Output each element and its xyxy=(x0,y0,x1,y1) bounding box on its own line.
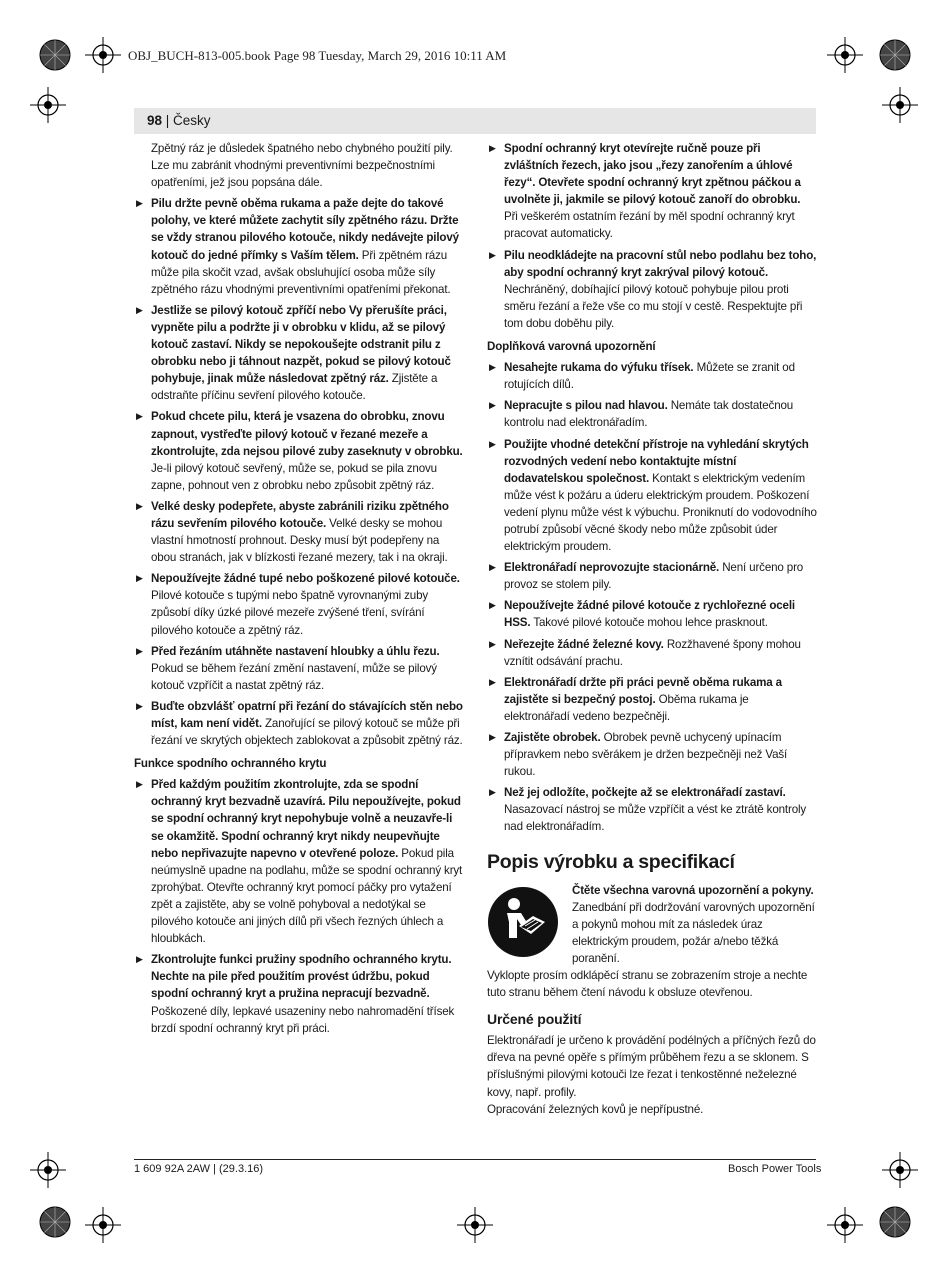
list-item: ▶ Zkontrolujte funkci pružiny spodního ochranného krytu. Nechte na pile před použitím provést údržbu, pokud spodní ochranný kryt a pružina nepracují bezvadně. Poškozené díly, lepkavé usazeniny nebo nahromadění třísek brzdí spodní ochranný kryt při práci. xyxy=(134,951,464,1036)
warning-text: Čtěte všechna varovná upozornění a pokyny. Zanedbání při dodržování varovných upozornění a pokynů mohou mít za následek úraz elektrickým proudem, požár a/nebo těžká poranění. xyxy=(572,883,815,965)
list-item: ▶ Nesahejte rukama do výfuku třísek. Můžete se zranit od rotujících dílů. xyxy=(487,359,817,393)
list-item: ▶ Před řezáním utáhněte nastavení hloubky a úhlu řezu. Pokud se během řezání změní nastavení, může se pilový kotouč vzpříčit a nastat zpětný ráz. xyxy=(134,643,464,694)
list-item: ▶ Neřezejte žádné železné kovy. Rozžhavené špony mohou vznítit odsávání prachu. xyxy=(487,636,817,670)
registration-cross-left-upper xyxy=(30,87,66,123)
registration-cross-top-right xyxy=(827,37,863,73)
section-subheading: Doplňková varovná upozornění xyxy=(487,340,656,354)
registration-star-bottom-left xyxy=(40,1207,70,1237)
list-item: ▶ Jestliže se pilový kotouč zpříčí nebo Vy přerušíte práci, vypněte pilu a podržte ji v obrobku v klidu, až se pilový kotouč zastaví. Nikdy se nepokoušejte odstranit pilu z obrobku nebo ji táhnout nazpět, pokud se pilový kotouč pohybuje, jinak může následovat zpětný ráz. Zjistěte a odstraňte příčinu sevření pilového kotouče. xyxy=(134,302,464,405)
list-item: ▶ Zajistěte obrobek. Obrobek pevně uchycený upínacím přípravkem nebo svěrákem je držen bezpečněji než Vaší rukou. xyxy=(487,729,817,780)
registration-cross-top-left xyxy=(85,37,121,73)
print-slug: OBJ_BUCH-813-005.book Page 98 Tuesday, March 29, 2016 10:11 AM xyxy=(128,48,507,63)
intended-use-text: Elektronářadí je určeno k provádění podélných a příčných řezů do dřeva na pevné opěře s přímým průběhem řezu a se sklonem. S příslušnými pilovými kotouči lze řezat i tenkostěnné neželezné kovy, např. profily. xyxy=(487,1034,816,1099)
registration-star-top-left xyxy=(40,40,70,70)
list-item: ▶ Před každým použitím zkontrolujte, zda se spodní ochranný kryt bezvadně uzavírá. Pilu nepoužívejte, pokud se spodní ochranný kryt nepohybuje volně a neuzavře-li se okamžitě. Spodní ochranný kryt nikdy neupevňujte nebo nepřivazujte napevno v otevřené poloze. Pokud pila neúmyslně upadne na podlahu, může se spodní ochranný kryt zprohýbat. Otevřte ochranný kryt pomocí páčky pro vytažení zpět a zajistěte, aby se volně pohyboval a nedotýkal se pilového kotouče ani jiných dílů při všech řezných úhlech a hloubkách. xyxy=(134,776,464,947)
registration-cross-bottom-center xyxy=(457,1207,493,1243)
list-item: ▶ Spodní ochranný kryt otevírejte ručně pouze při zvláštních řezech, jako jsou „řezy zanořením a úhlové řezy“. Otevřete spodní ochranný kryt zpětnou páčkou a uvolněte ji, jakmile se pilový kotouč zanoří do obrobku. Při veškerém ostatním řezání by měl spodní ochranný kryt pracovat automaticky. xyxy=(487,140,817,243)
read-manual-warning xyxy=(487,882,817,967)
header-language: Česky xyxy=(173,113,211,128)
list-item: ▶ Použijte vhodné detekční přístroje na vyhledání skrytých rozvodných vedení nebo kontaktujte místní dodavatelskou společnost. Kontakt s elektrickým vedením může vést k požáru a úderu elektrickým proudem. Poškození vedení plynu může vést k výbuchu. Proniknutí do vodovodního potrubí způsobí věcné škody nebo může způsobit úder elektrickým proudem. xyxy=(487,436,817,556)
list-item: ▶ Nepoužívejte žádné pilové kotouče z rychlořezné oceli HSS. Takové pilové kotouče mohou lehce prasknout. xyxy=(487,597,817,631)
foldout-note: Vyklopte prosím odklápěcí stranu se zobrazením stroje a nechte tuto stranu během čtení návodu k obsluze otevřenou. xyxy=(487,969,808,1000)
footer-rule xyxy=(134,1159,816,1160)
registration-star-bottom-right xyxy=(880,1207,910,1237)
section-subheading: Funkce spodního ochranného krytu xyxy=(134,757,327,771)
kickback-intro: Zpětný ráz je důsledek špatného nebo chybného použití pily. Lze mu zabránit vhodnými preventivními bezpečnostními opatřeními, jež jsou popsána dále. xyxy=(151,142,453,190)
registration-cross-right-lower xyxy=(882,1152,918,1188)
list-item: ▶ Elektronářadí držte při práci pevně oběma rukama a zajistěte si bezpečný postoj. Oběma rukama je elektronářadí vedeno bezpečněji. xyxy=(487,674,817,725)
product-heading: Popis výrobku a specifikací xyxy=(487,850,735,873)
registration-cross-bottom-right xyxy=(827,1207,863,1243)
list-item: ▶ Pilu neodkládejte na pracovní stůl nebo podlahu bez toho, aby spodní ochranný kryt zakrýval pilový kotouč. Nechráněný, dobíhající pilový kotouč pohybuje pilou proti směru řezání a řeže vše co mu stojí v cestě. Respektujte při tom dobu doběhu pily. xyxy=(487,247,817,332)
list-item: ▶ Elektronářadí neprovozujte stacionárně. Není určeno pro provoz se stolem pily. xyxy=(487,559,817,593)
registration-star-top-right xyxy=(880,40,910,70)
list-item: ▶ Nepoužívejte žádné tupé nebo poškozené pilové kotouče. Pilové kotouče s tupými nebo špatně vyrovnanými zuby způsobí díky úzké pilové mezeře zvýšené tření, svírání pilového kotouče a zpětný ráz. xyxy=(134,570,464,638)
footer-code: 1 609 92A 2AW | (29.3.16) xyxy=(134,1163,264,1175)
registration-cross-left-lower xyxy=(30,1152,66,1188)
registration-cross-bottom-left xyxy=(85,1207,121,1243)
page-number: 98 xyxy=(147,113,163,128)
read-manual-icon xyxy=(487,886,559,958)
right-column xyxy=(487,140,817,1118)
left-column xyxy=(134,140,464,1037)
list-item: ▶ Velké desky podepřete, abyste zabránili riziku zpětného rázu sevřením pilového kotouče. Velké desky se mohou vlastní hmotností prohnout. Desky musí být podepřeny na obou stranách, jak v blízkosti řezané mezery, tak i na okraji. xyxy=(134,498,464,566)
page-header xyxy=(134,108,816,134)
list-item: ▶ Pilu držte pevně oběma rukama a paže dejte do takové polohy, ve které můžete zachytit síly zpětného rázu. Držte se vždy stranou pilového kotouče, nikdy nedávejte pilový kotouč do jedné přímky s Vaším tělem. Při zpětném rázu může pila skočit vzad, avšak obsluhující osoba může síly zpětného rázu vhodnými preventivními opatřeními překonat. xyxy=(134,195,464,298)
footer-brand: Bosch Power Tools xyxy=(728,1163,822,1175)
registration-cross-right-upper xyxy=(882,87,918,123)
list-item: ▶ Než jej odložíte, počkejte až se elektronářadí zastaví. Nasazovací nástroj se může vzpříčit a vést ke ztrátě kontroly nad elektronářadím. xyxy=(487,784,817,835)
header-separator: | xyxy=(162,113,174,128)
list-item: ▶ Nepracujte s pilou nad hlavou. Nemáte tak dostatečnou kontrolu nad elektronářadím. xyxy=(487,397,817,431)
list-item: ▶ Buďte obzvlášť opatrní při řezání do stávajících stěn nebo míst, kam není vidět. Zanořující se pilový kotouč se může při řezání ve skrytých objektech zablokovat a způsobit zpětný ráz. xyxy=(134,698,464,749)
intended-use-heading: Určené použití xyxy=(487,1011,582,1028)
intended-use-text-2: Opracování železných kovů je nepřípustné. xyxy=(487,1102,704,1116)
list-item: ▶ Pokud chcete pilu, která je vsazena do obrobku, znovu zapnout, vystřeďte pilový kotouč v řezané mezeře a zkontrolujte, zda nejsou pilové zuby zaseknuty v obrobku. Je-li pilový kotouč sevřený, může se, pokud se pila znovu zapne, pohnout ven z obrobku nebo způsobit zpětný ráz. xyxy=(134,408,464,493)
